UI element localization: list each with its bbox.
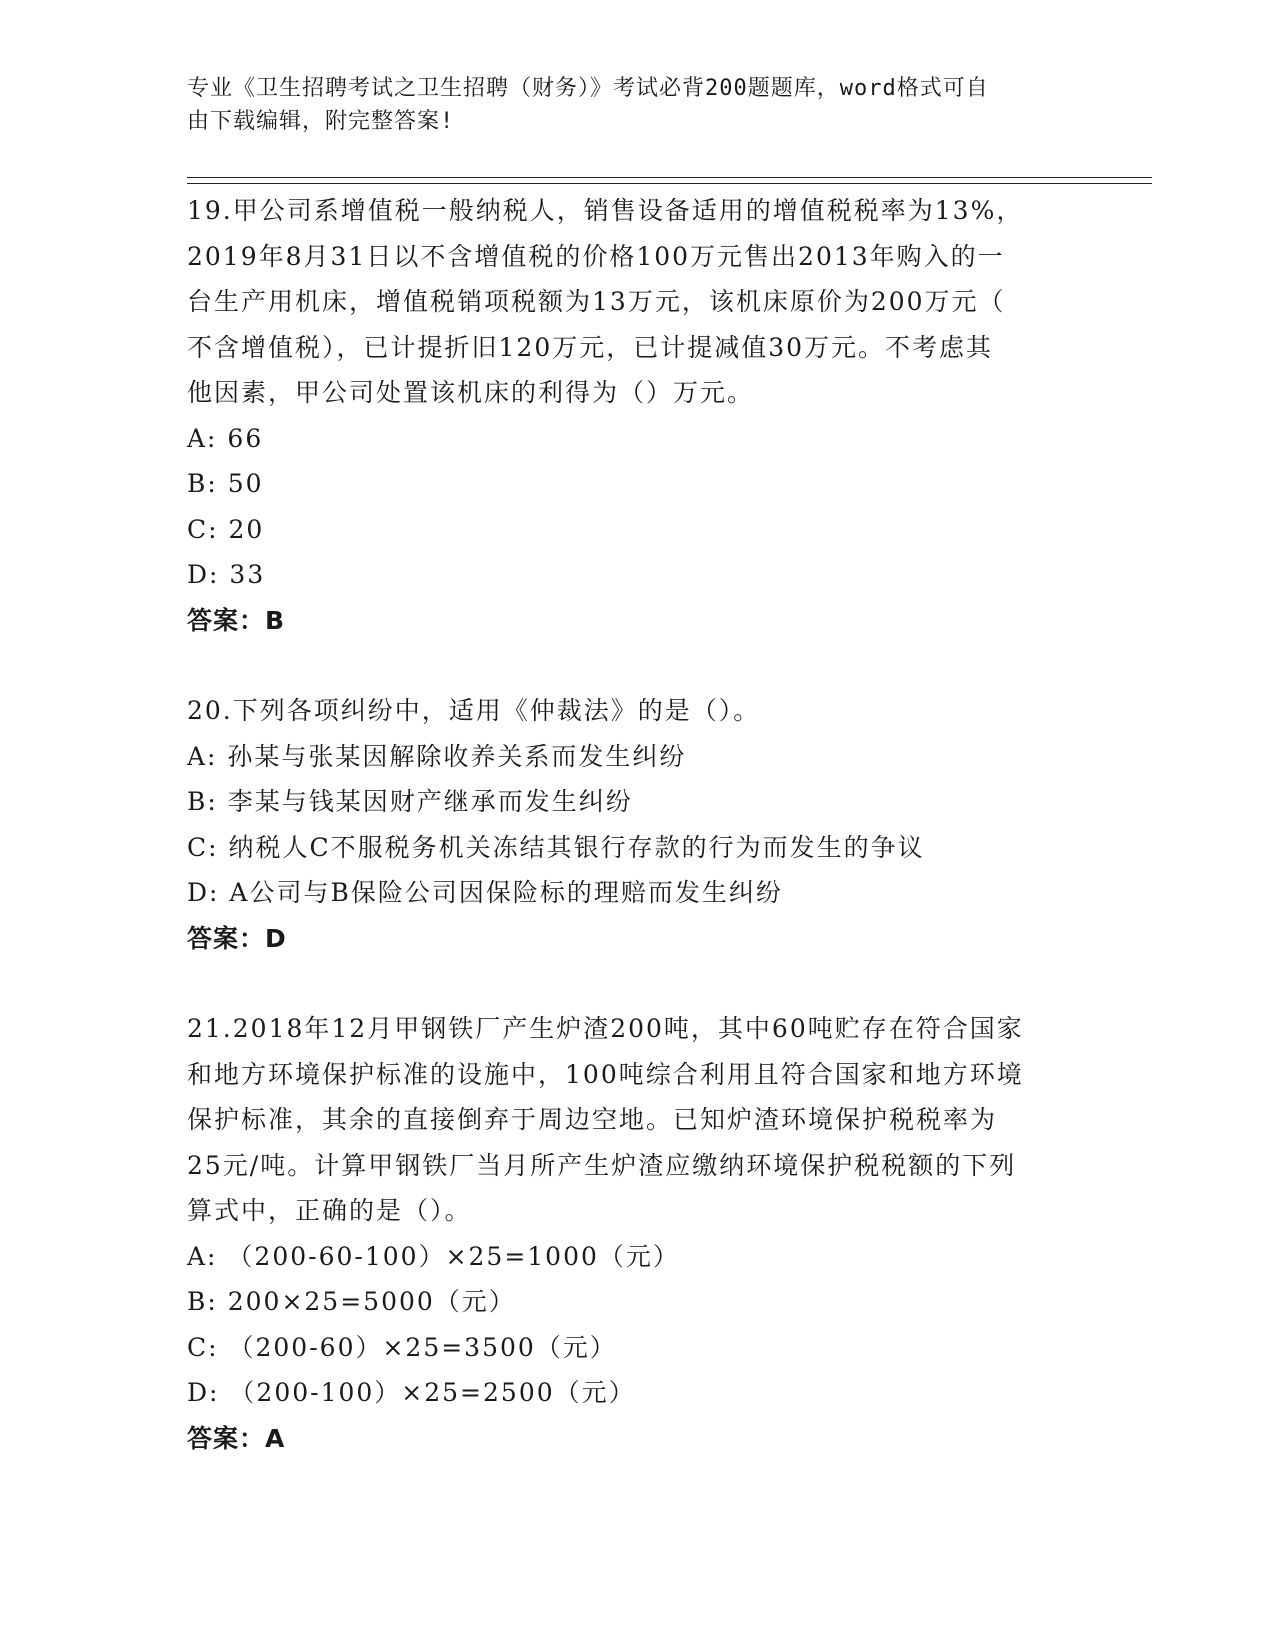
question-stem-line: 25元/吨。计算甲钢铁厂当月所产生炉渣应缴纳环境保护税税额的下列: [187, 1150, 1017, 1180]
question-stem-line: 算式中，正确的是（）。: [187, 1196, 472, 1225]
option-a: A: 孙某与张某因解除收养关系而发生纠纷: [187, 741, 687, 771]
option-c: C: （200-60）×25=3500（元）: [187, 1332, 617, 1362]
header-divider-top: [187, 177, 1152, 178]
header-line-1: 专业《卫生招聘考试之卫生招聘（财务）》考试必背200题题库，word格式可自: [187, 76, 989, 101]
question-stem-line: 21.2018年12月甲钢铁厂产生炉渣200吨，其中60吨贮存在符合国家: [187, 1014, 1024, 1043]
question-stem-line: 不含增值税），已计提折旧120万元，已计提减值30万元。不考虑其: [187, 332, 994, 362]
option-b: B: 200×25=5000（元）: [187, 1287, 516, 1316]
question-stem-line: 2019年8月31日以不含增值税的价格100万元售出2013年购入的一: [187, 241, 1005, 271]
question-stem-line: 19.甲公司系增值税一般纳税人，销售设备适用的增值税税率为13%，: [187, 196, 1024, 225]
question-21: [187, 1006, 1087, 1461]
option-b: B: 50: [187, 469, 264, 498]
question-stem-line: 台生产用机床，增值税销项税额为13万元，该机床原价为200万元（: [187, 287, 1006, 316]
option-d: D: （200-100）×25=2500（元）: [187, 1378, 636, 1407]
question-stem-line: 保护标准，其余的直接倒弃于周边空地。已知炉渣环境保护税税率为: [187, 1105, 998, 1134]
header-divider-bottom: [187, 183, 1152, 184]
option-c: C: 20: [187, 514, 265, 544]
option-b: B: 李某与钱某因财产继承而发生纠纷: [187, 787, 633, 816]
question-spacer: [187, 643, 1087, 688]
option-a: A: 66: [187, 423, 264, 453]
question-spacer: [187, 961, 1087, 1006]
header-line-2: 由下载编辑，附完整答案!: [187, 109, 455, 134]
question-19: [187, 188, 1087, 643]
question-stem-line: 和地方环境保护标准的设施中，100吨综合利用且符合国家和地方环境: [187, 1059, 1024, 1089]
option-d: D: A公司与B保险公司因保险标的理赔而发生纠纷: [187, 878, 783, 907]
question-list: [187, 188, 1087, 1461]
answer-label: 答案：A: [187, 1423, 286, 1453]
document-header: [187, 72, 1067, 138]
question-stem-line: 20.下列各项纠纷中，适用《仲裁法》的是（）。: [187, 696, 761, 725]
option-a: A: （200-60-100）×25=1000（元）: [187, 1241, 680, 1271]
option-d: D: 33: [187, 560, 266, 589]
answer-label: 答案：B: [187, 605, 286, 635]
option-c: C: 纳税人C不服税务机关冻结其银行存款的行为而发生的争议: [187, 832, 925, 862]
question-stem-line: 他因素，甲公司处置该机床的利得为（）万元。: [187, 378, 755, 407]
question-20: [187, 688, 1087, 961]
answer-label: 答案：D: [187, 923, 287, 953]
